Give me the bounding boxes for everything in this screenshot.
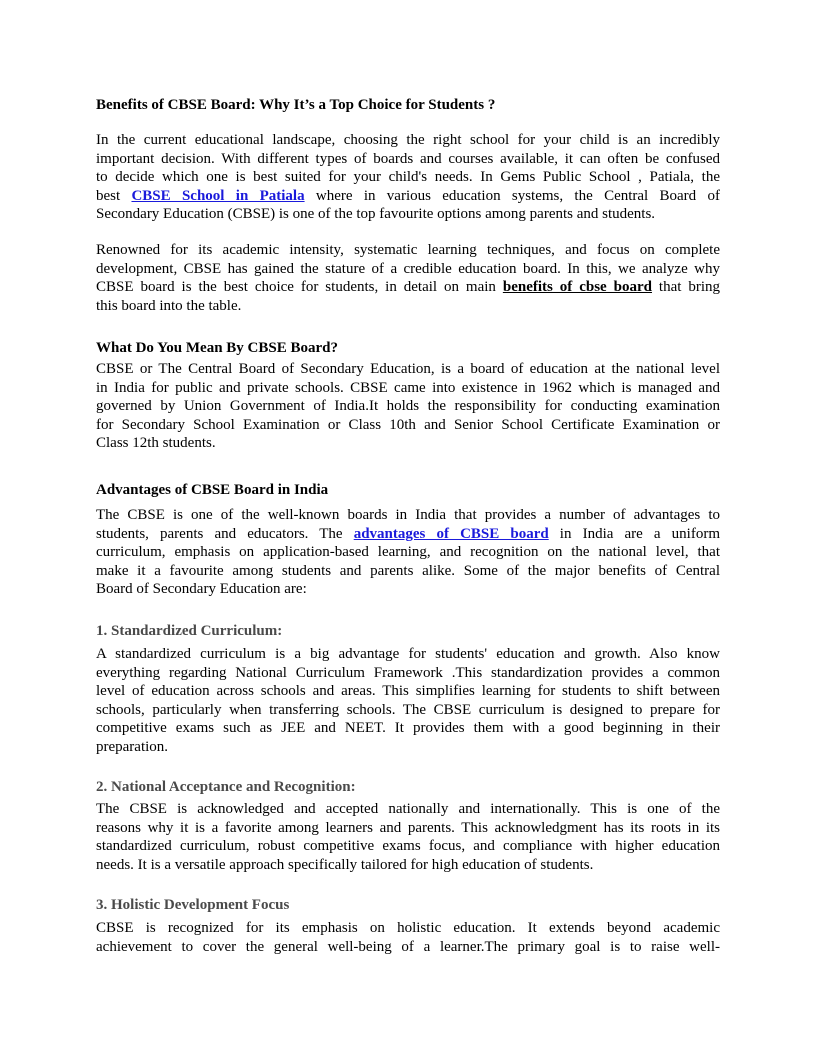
paragraph	[96, 360, 720, 453]
text-run: Board of Secondary Education are:	[96, 581, 307, 597]
text-run: competitive exams such as JEE and NEET. It provides them with a good beginning in their	[96, 720, 720, 736]
text-run: make it a favourite among students and parents alike. Some of the major benefits of Central	[96, 562, 720, 579]
text-run: for Secondary School Examination or Class 10th and Senior School Certificate Examination or	[96, 416, 720, 433]
text-line	[96, 360, 720, 379]
text-line	[96, 719, 720, 738]
text-line	[96, 800, 720, 819]
text-line	[96, 664, 720, 683]
text-run: A standardized curriculum is a big advantage for students' education and growth. Also know	[96, 646, 720, 662]
text-run: best	[96, 187, 132, 204]
text-line	[96, 434, 720, 453]
text-line	[96, 919, 720, 938]
text-line	[96, 205, 720, 224]
text-line	[96, 645, 720, 664]
inline-link[interactable]: advantages of CBSE board	[353, 525, 549, 542]
text-line	[96, 837, 720, 856]
text-run: in India for public and private schools. CBSE came into existence in 1962 which is managed and	[96, 379, 720, 396]
text-line	[96, 856, 720, 875]
text-line	[96, 260, 720, 279]
text-line	[96, 168, 720, 187]
inline-link[interactable]: benefits of cbse board	[502, 279, 652, 295]
section-heading: Advantages of CBSE Board in India	[96, 482, 329, 498]
text-run: where in various education systems, the Central Board of	[304, 187, 720, 204]
text-line	[96, 297, 720, 316]
text-run: CBSE is recognized for its emphasis on holistic education. It extends beyond academic	[96, 920, 720, 936]
section-heading: 3. Holistic Development Focus	[96, 897, 290, 913]
text-run: governed by Union Government of India.It holds the responsibility for conducting examination	[96, 398, 720, 414]
text-run: this board into the table.	[96, 297, 242, 314]
text-run: that bring	[651, 279, 721, 295]
text-line	[96, 131, 720, 150]
paragraph	[96, 919, 720, 956]
text-line	[96, 580, 720, 599]
text-run: CBSE or The Central Board of Secondary Education, is a board of education at the national level	[96, 361, 720, 377]
section-heading: What Do You Mean By CBSE Board?	[96, 340, 338, 356]
text-line	[96, 701, 720, 720]
text-line	[96, 682, 720, 701]
text-line	[96, 379, 720, 398]
text-line	[96, 525, 720, 544]
text-run: Secondary Education (CBSE) is one of the top favourite options among parents and students.	[96, 206, 656, 222]
text-run: to decide which one is best suited for your child's needs. In Gems Public School , Patiala, the	[96, 169, 720, 185]
text-run: Class 12th students.	[96, 435, 216, 451]
section-heading: 2. National Acceptance and Recognition:	[96, 779, 356, 795]
text-run: schools, particularly when transferring schools. The CBSE curriculum is designed to prepare for	[96, 701, 720, 718]
paragraph	[96, 131, 720, 224]
text-run: The CBSE is one of the well-known boards in India that provides a number of advantages to	[96, 507, 720, 523]
section-heading: 1. Standardized Curriculum:	[96, 623, 283, 639]
text-run: important decision. With different types of boards and courses available, it can often be confused	[96, 150, 720, 167]
inline-link[interactable]: CBSE School in Patiala	[131, 187, 305, 204]
paragraph	[96, 506, 720, 599]
text-run: CBSE board is the best choice for students, in detail on main	[96, 279, 503, 295]
text-run: achievement to cover the general well-being of a learner.The primary goal is to raise well-	[96, 938, 720, 955]
text-run: level of education across schools and areas. This simplifies learning for students to shift between	[96, 683, 720, 699]
text-run: standardized curriculum, robust competitive exams focus, and compliance with higher education	[96, 838, 720, 854]
text-run: In the current educational landscape, choosing the right school for your child is an incredibly	[96, 132, 720, 148]
paragraph	[96, 800, 720, 874]
text-line	[96, 278, 720, 297]
text-run: preparation.	[96, 738, 169, 755]
text-line	[96, 241, 720, 260]
text-run: Renowned for its academic intensity, systematic learning techniques, and focus on complete	[96, 242, 720, 258]
text-line	[96, 187, 720, 206]
text-run: needs. It is a versatile approach specifically tailored for high education of students.	[96, 856, 594, 873]
text-line	[96, 819, 720, 838]
text-run: everything regarding National Curriculum Framework .This standardization provides a common	[96, 664, 720, 681]
text-line	[96, 506, 720, 525]
paragraph	[96, 241, 720, 315]
text-line	[96, 543, 720, 562]
text-line	[96, 938, 720, 957]
text-line	[96, 738, 720, 757]
text-run: students, parents and educators. The	[96, 525, 354, 542]
text-line	[96, 397, 720, 416]
text-run: development, CBSE has gained the stature of a credible education board. In this, we analyze why	[96, 260, 720, 277]
text-run: in India are a uniform	[548, 525, 721, 542]
text-run: The CBSE is acknowledged and accepted nationally and internationally. This is one of the	[96, 801, 720, 817]
text-run: curriculum, emphasis on application-based learning, and recognition on the national level, that	[96, 544, 720, 560]
text-run: reasons why it is a favorite among learners and parents. This acknowledgment has its roots in its	[96, 819, 720, 836]
text-line	[96, 150, 720, 169]
text-line	[96, 562, 720, 581]
paragraph	[96, 645, 720, 756]
text-line	[96, 416, 720, 435]
page-title: Benefits of CBSE Board: Why It’s a Top Choice for Students ?	[96, 97, 496, 113]
